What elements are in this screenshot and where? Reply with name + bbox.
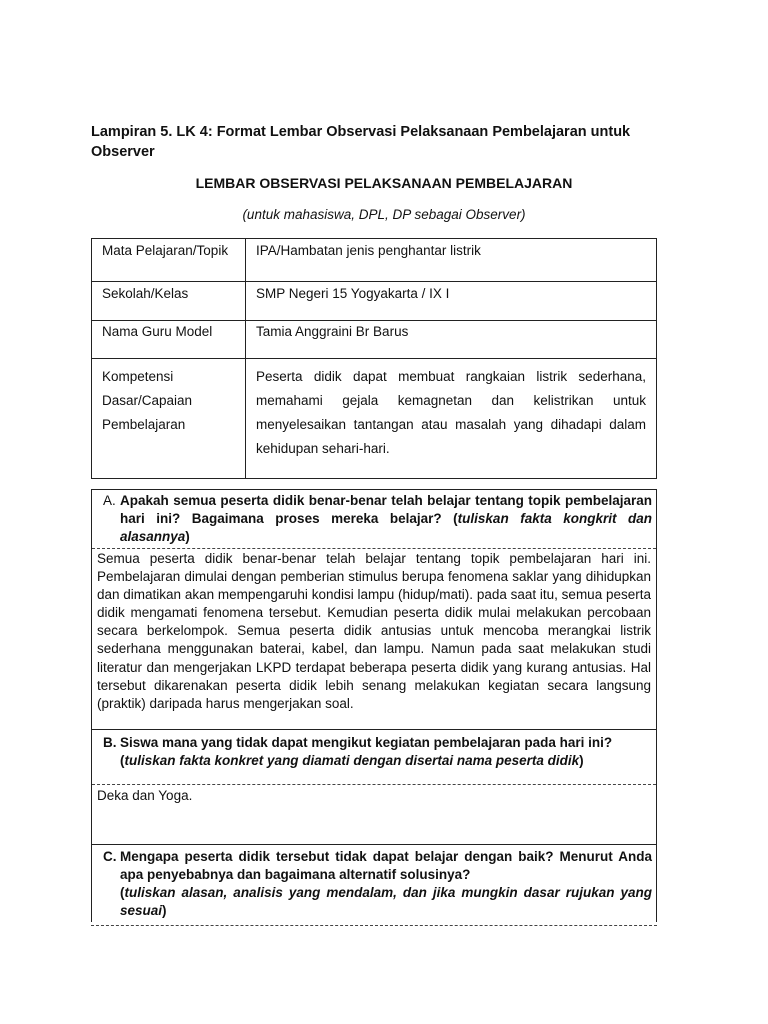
table-row <box>92 321 657 359</box>
identity-table <box>91 238 657 479</box>
question-b <box>92 730 656 770</box>
subject-label: Mata Pelajaran/Topik <box>92 239 246 282</box>
competency-label-line: Dasar/Capaian <box>102 393 193 408</box>
answer-b: Deka dan Yoga. <box>97 788 193 803</box>
question-a-letter: A. <box>103 493 116 508</box>
school-value: SMP Negeri 15 Yogyakarta / IX I <box>246 282 657 321</box>
answer-a: Semua peserta didik benar-benar telah belajar tentang topik pembelajaran hari ini. Pembelajaran dimulai dengan pemberian stimulus berupa fenomena saklar yang dihidupkan dan dimatikan akan mempengaruhi kondisi lampu (hidup/mati). pada saat itu, semua peserta didik mengamati fenomena tersebut. Kemudian peserta didik mulai melakukan percobaan secara berkelompok. Semua peserta didik antusias untuk mencoba merangkai listrik sederhana menggunakan baterai, kabel, dan lampu. Namun pada saat melakukan studi literatur dan mengerjakan LKPD terdapat beberapa peserta didik yang kurang antusias. Hal tersebut dikarenakan peserta didik lebih senang melakukan kegiatan secara langsung (praktik) daripada harus mengerjakan soal. <box>97 551 651 711</box>
competency-value <box>246 359 657 479</box>
question-c <box>92 845 656 922</box>
question-b-hint: tuliskan fakta konkret yang diamati dengan disertai nama peserta didik <box>124 753 580 768</box>
question-a <box>92 490 656 548</box>
dashed-divider <box>91 925 657 926</box>
question-b-close: ) <box>579 753 584 768</box>
question-b-letter: B. <box>103 735 117 750</box>
school-label: Sekolah/Kelas <box>92 282 246 321</box>
question-c-text: Mengapa peserta didik tersebut tidak dapat belajar dengan baik? Menurut Anda apa penyebabnya dan bagaimana alternatif solusinya? <box>120 849 652 882</box>
question-a-close: ) <box>185 529 190 544</box>
question-a-hint: tuliskan fakta kongkrit dan alasannya <box>120 511 652 544</box>
table-row <box>92 239 657 282</box>
appendix-heading <box>91 122 671 162</box>
document-subtitle: (untuk mahasiswa, DPL, DP sebagai Observer) <box>242 207 526 222</box>
teacher-label: Nama Guru Model <box>92 321 246 359</box>
competency-label <box>92 359 246 479</box>
competency-value-line: menyelesaikan tantangan atau masalah yang dihadapi dalam <box>256 417 646 432</box>
competency-label-line: Pembelajaran <box>102 417 186 432</box>
appendix-heading-line2: Observer <box>91 144 155 160</box>
table-row <box>92 359 657 479</box>
question-c-letter: C. <box>103 849 117 864</box>
competency-value-line: kehidupan sehari-hari. <box>256 441 390 456</box>
competency-label-line: Kompetensi <box>102 369 174 384</box>
question-a-text: Apakah semua peserta didik benar-benar telah belajar tentang topik pembelajaran hari ini? Bagaimana proses mereka belajar? ( <box>120 493 652 526</box>
question-c-hint: tuliskan alasan, analisis yang mendalam, dan jika mungkin dasar rujukan yang sesuai <box>120 885 652 918</box>
observation-form <box>91 489 657 922</box>
appendix-heading-line1: Lampiran 5. LK 4: Format Lembar Observasi Pelaksanaan Pembelajaran untuk <box>91 124 631 140</box>
document-title: LEMBAR OBSERVASI PELAKSANAAN PEMBELAJARAN <box>195 175 573 191</box>
question-c-close: ) <box>162 903 167 918</box>
question-b-text: Siswa mana yang tidak dapat mengikut kegiatan pembelajaran pada hari ini? <box>120 735 613 750</box>
table-row <box>92 282 657 321</box>
subject-value: IPA/Hambatan jenis penghantar listrik <box>246 239 657 282</box>
teacher-value: Tamia Anggraini Br Barus <box>246 321 657 359</box>
question-c-open: ( <box>120 885 125 900</box>
competency-value-line: memahami gejala kemagnetan dan kelistrikan untuk <box>256 393 646 408</box>
competency-value-line: Peserta didik dapat membuat rangkaian listrik sederhana, <box>256 369 646 384</box>
question-b-open: ( <box>120 753 125 768</box>
